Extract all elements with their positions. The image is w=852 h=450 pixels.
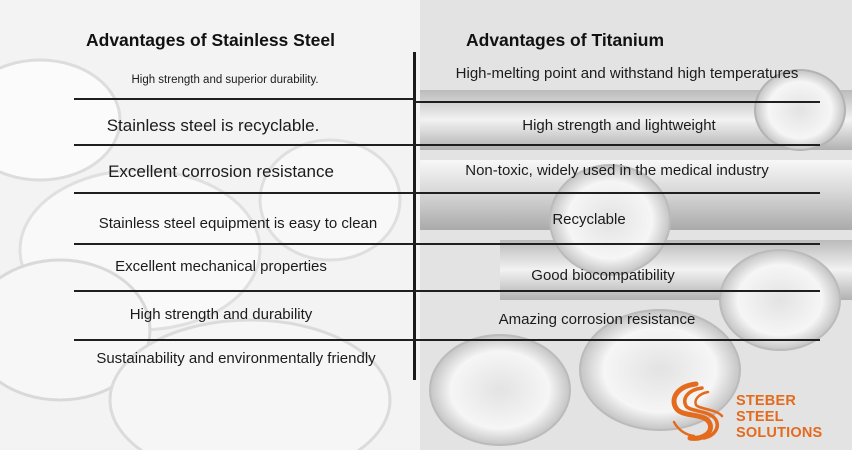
row-separator bbox=[414, 101, 820, 103]
row-separator bbox=[414, 144, 820, 146]
steber-steel-logo bbox=[666, 378, 846, 444]
titanium-row-6: Amazing corrosion resistance bbox=[498, 311, 696, 328]
logo-line-3: SOLUTIONS bbox=[736, 425, 823, 441]
row-separator bbox=[74, 243, 414, 245]
logo-wordmark bbox=[736, 393, 822, 441]
stainless-row-5: Excellent mechanical properties bbox=[115, 258, 327, 275]
row-separator bbox=[414, 192, 820, 194]
row-separator bbox=[74, 144, 414, 146]
row-separator bbox=[414, 290, 820, 292]
stainless-row-6: High strength and durability bbox=[129, 306, 313, 323]
stainless-steel-heading: Advantages of Stainless Steel bbox=[86, 30, 335, 50]
stainless-row-2: Stainless steel is recyclable. bbox=[106, 116, 320, 135]
row-separator bbox=[414, 339, 820, 341]
stainless-row-7: Sustainability and environmentally friendly bbox=[96, 350, 376, 367]
row-separator bbox=[74, 98, 414, 100]
swirl-logo-icon bbox=[666, 378, 734, 442]
stainless-row-3: Excellent corrosion resistance bbox=[108, 162, 334, 181]
titanium-row-4: Recyclable bbox=[552, 211, 626, 228]
row-separator bbox=[74, 192, 414, 194]
logo-line-2: STEEL bbox=[736, 409, 784, 425]
titanium-heading: Advantages of Titanium bbox=[466, 30, 665, 50]
titanium-row-1: High-melting point and withstand high temperatures bbox=[455, 65, 799, 82]
stainless-row-1: High strength and superior durability. bbox=[131, 74, 319, 86]
titanium-row-5: Good biocompatibility bbox=[531, 267, 675, 284]
stainless-row-4: Stainless steel equipment is easy to clean bbox=[98, 215, 378, 232]
row-separator bbox=[74, 339, 414, 341]
row-separator bbox=[414, 243, 820, 245]
logo-line-1: STEBER bbox=[736, 393, 797, 409]
row-separator bbox=[74, 290, 414, 292]
titanium-row-3: Non-toxic, widely used in the medical industry bbox=[465, 162, 769, 179]
titanium-row-2: High strength and lightweight bbox=[522, 117, 716, 134]
